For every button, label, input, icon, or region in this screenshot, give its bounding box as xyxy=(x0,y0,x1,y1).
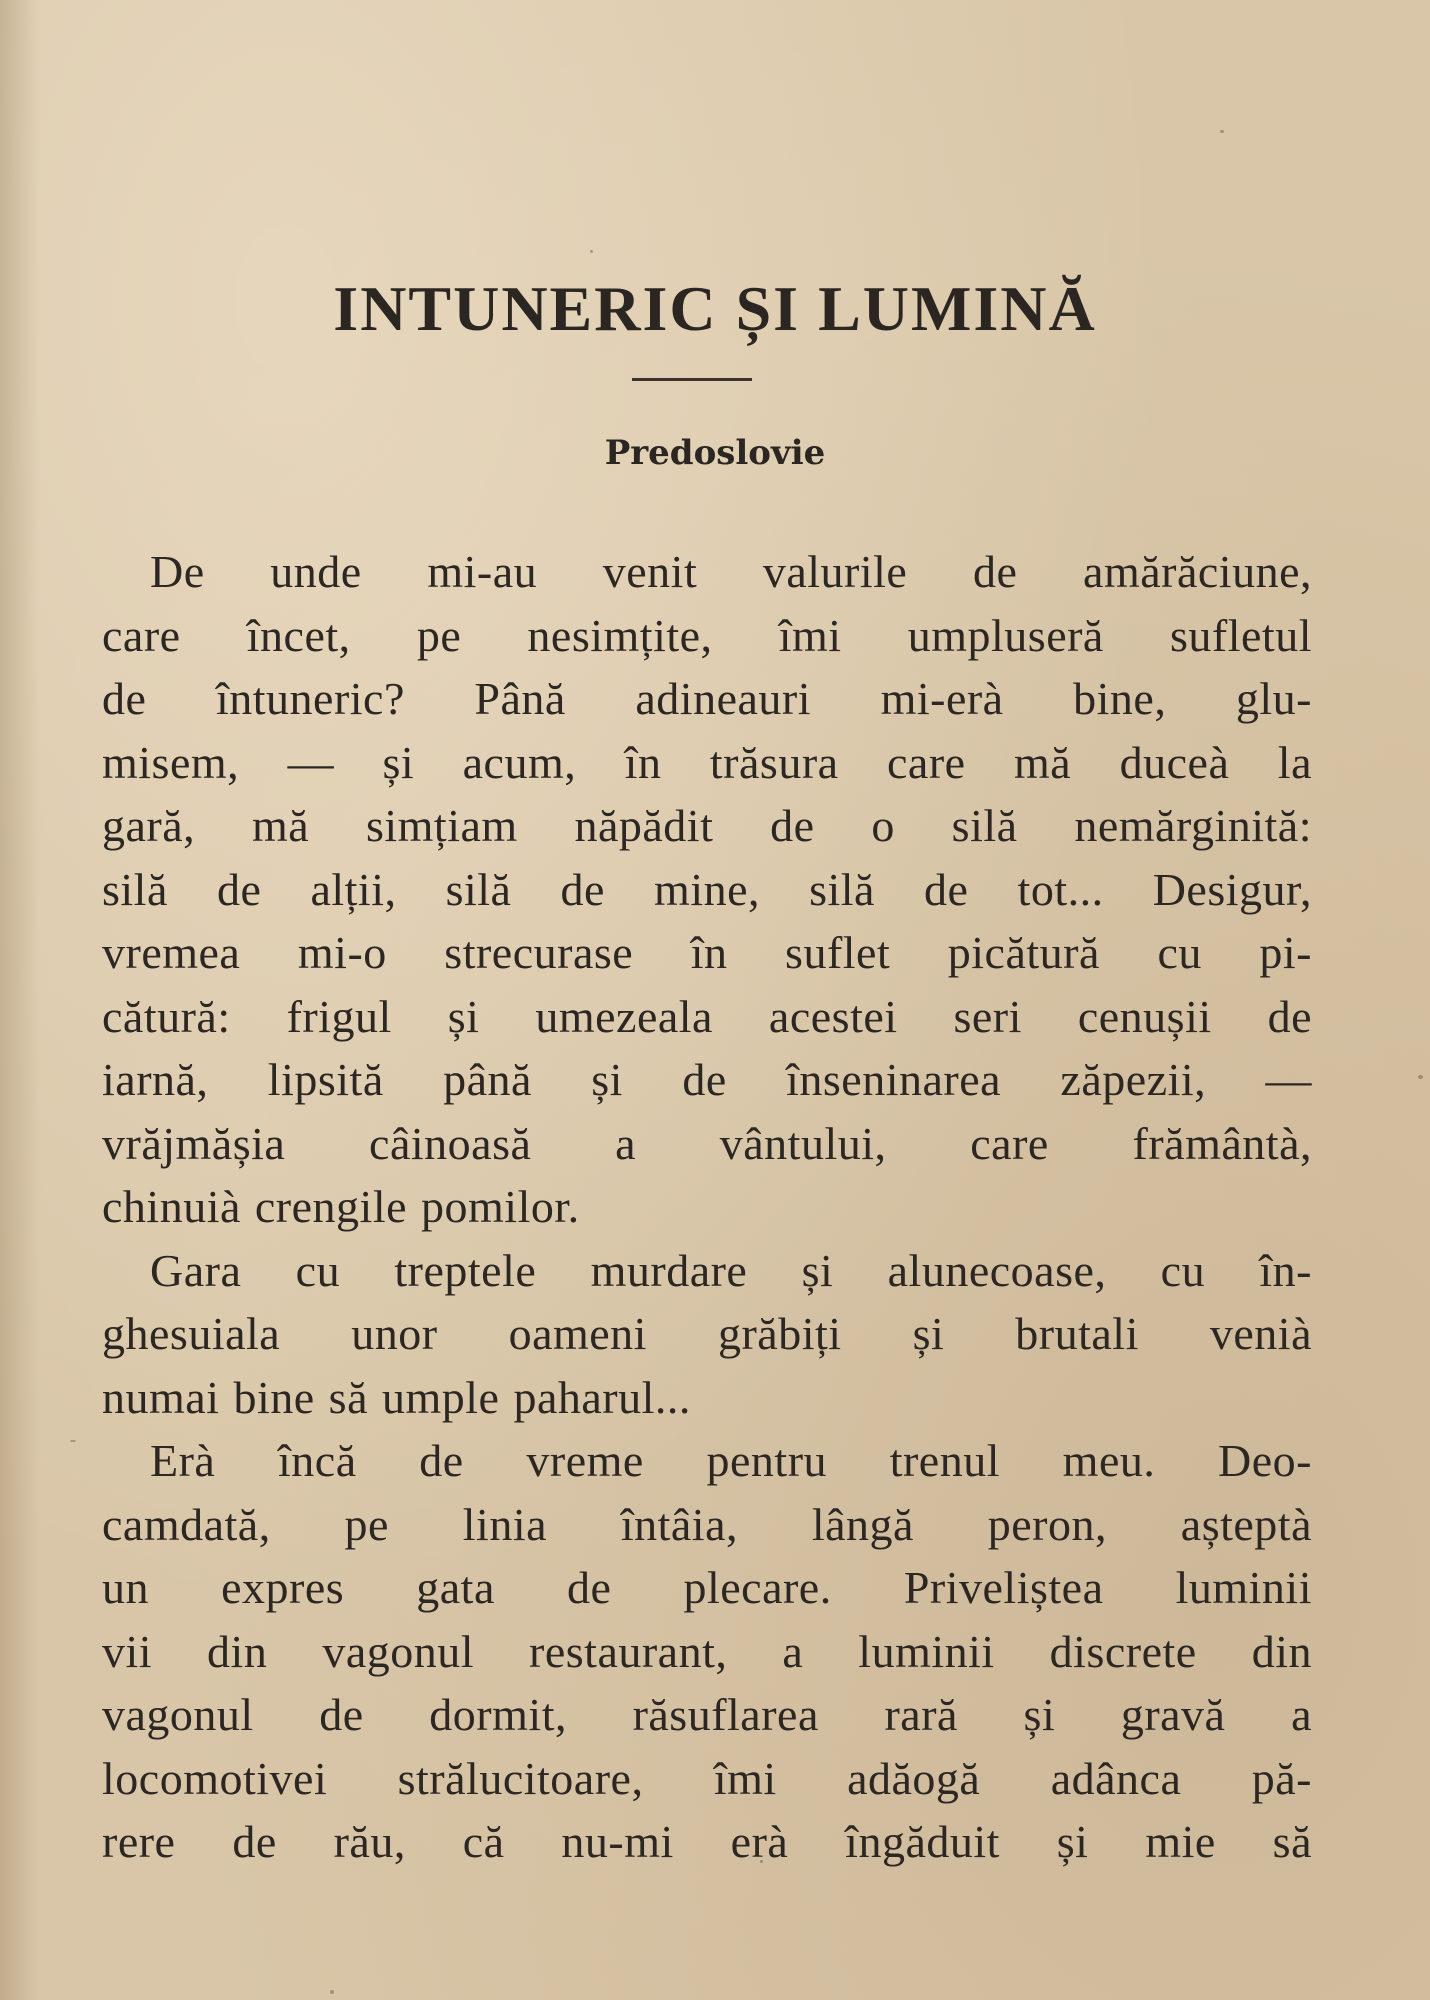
text-line: iarnă, lipsită până și de înseninarea zăpezii, — xyxy=(102,1054,1312,1105)
text-line: cătură: frigul și umezeala acestei seri cenușii de xyxy=(102,990,1312,1042)
text-line: vagonul de dormit, răsuflarea rară și gravă a xyxy=(102,1689,1312,1740)
body-text xyxy=(102,540,1312,1874)
text-line: vremea mi-o strecurase în suflet picătură cu pi- xyxy=(102,927,1312,978)
text-line: De unde mi-au venit valurile de amărăciune, xyxy=(150,546,1312,597)
text-line: gară, mă simțiam năpădit de o silă nemărginită: xyxy=(102,800,1312,851)
paper-speck xyxy=(1220,130,1224,133)
text-line: camdată, pe linia întâia, lângă peron, așteptà xyxy=(102,1498,1312,1550)
title-divider xyxy=(632,378,752,381)
paper-speck xyxy=(1418,1075,1423,1079)
text-line: locomotivei strălucitoare, îmi adăogă adânca pă- xyxy=(102,1752,1312,1804)
paper-speck xyxy=(330,1990,334,1994)
text-line: ghesuiala unor oameni grăbiți și brutali venià xyxy=(102,1308,1312,1359)
text-line: vii din vagonul restaurant, a luminii discrete din xyxy=(102,1625,1312,1677)
chapter-title: INTUNERIC ȘI LUMINĂ xyxy=(333,273,1097,344)
text-line: silă de alții, silă de mine, silă de tot... Desigur, xyxy=(102,863,1312,915)
text-line: rere de rău, că nu-mi erà îngăduit și mie să xyxy=(102,1816,1312,1867)
text-line: vrăjmășia câinoasă a vântului, care frământà, xyxy=(102,1117,1312,1169)
text-line: Gara cu treptele murdare și alunecoase, cu în- xyxy=(150,1244,1312,1296)
text-line: care încet, pe nesimțite, îmi umpluseră sufletul xyxy=(102,609,1312,661)
text-line: un expres gata de plecare. Priveliștea luminii xyxy=(102,1562,1312,1613)
paper-speck xyxy=(70,1440,76,1442)
text-line: misem, — și acum, în trăsura care mă duceà la xyxy=(102,736,1312,788)
text-line: chinuià crengile pomilor. xyxy=(102,1181,580,1232)
paper-speck xyxy=(760,1860,763,1863)
paper-speck xyxy=(590,250,593,253)
text-line: numai bine să umple paharul... xyxy=(102,1371,691,1423)
text-line: de întuneric? Până adineauri mi-erà bine, glu- xyxy=(102,673,1312,724)
section-subtitle: Predoslovie xyxy=(604,433,826,473)
text-line: Erà încă de vreme pentru trenul meu. Deo- xyxy=(150,1435,1312,1486)
